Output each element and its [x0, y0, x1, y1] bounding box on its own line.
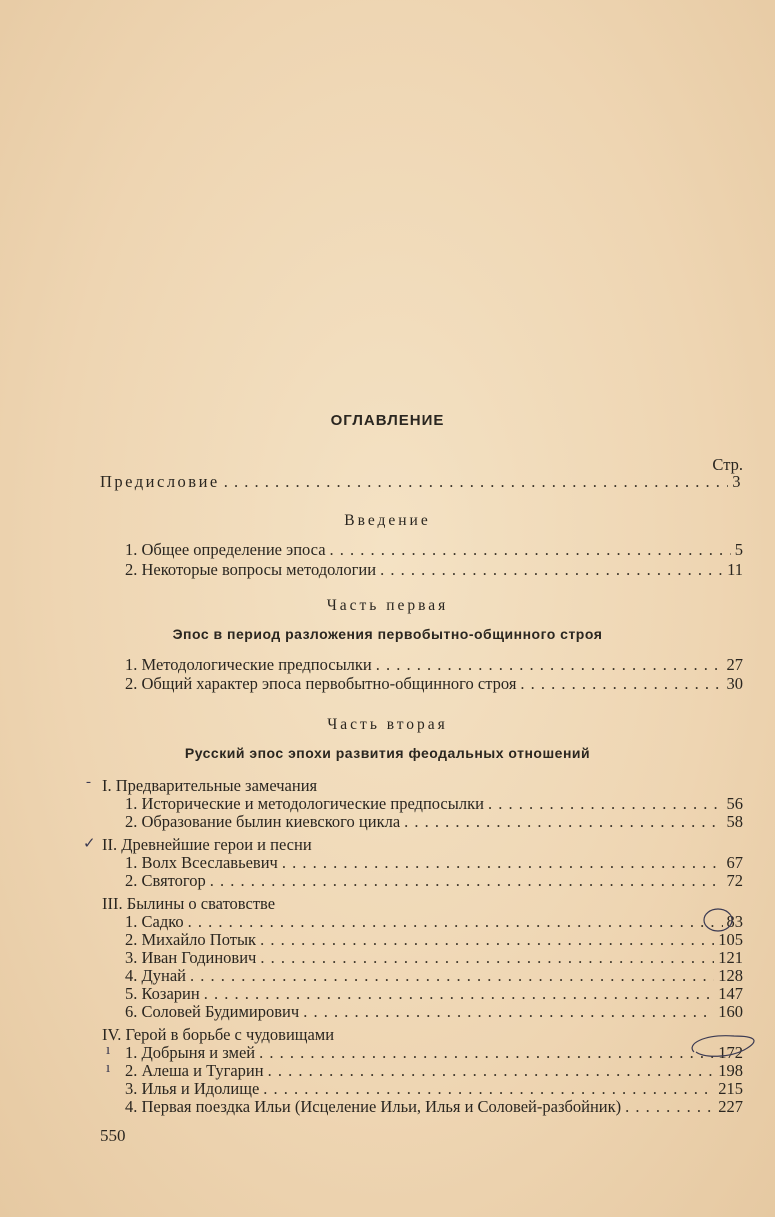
leader-dots [282, 853, 723, 873]
toc-entry-label: 2. Святогор [125, 871, 206, 890]
section-title [102, 894, 279, 914]
section-title-label: I. Предварительные замечания [102, 776, 318, 795]
toc-entry-page: 128 [718, 966, 743, 985]
toc-entry [125, 560, 743, 580]
pencil-mark-icon: ı [106, 1060, 111, 1076]
toc-entry [125, 794, 743, 814]
toc-entry-label: 1. Садко [125, 912, 184, 931]
toc-entry [125, 1002, 743, 1022]
section-title [102, 835, 316, 855]
toc-entry [125, 1079, 743, 1099]
leader-dots [188, 912, 723, 932]
toc-entry-label: 1. Волх Всеславьевич [125, 853, 278, 872]
leader-dots [488, 794, 723, 814]
circle-annotation-icon [684, 1026, 764, 1066]
intro-heading: Введение [344, 512, 431, 529]
toc-entry-label: 2. Михайло Потык [125, 930, 257, 949]
toc-entry-label: 1. Исторические и методологические предпосылки [125, 794, 484, 813]
toc-entry-page: 160 [718, 1002, 743, 1021]
toc-entry [125, 674, 743, 694]
part2-subtitle: Русский эпос эпохи развития феодальных отношений [184, 745, 591, 761]
section-title [102, 776, 321, 796]
leader-dots [204, 984, 715, 1004]
leader-dots [303, 1002, 714, 1022]
toc-entry [125, 966, 743, 986]
toc-entry [125, 930, 743, 950]
toc-entry-page: 30 [726, 674, 743, 693]
toc-entry-page: 227 [718, 1097, 743, 1116]
toc-entry-label: 6. Соловей Будимирович [125, 1002, 300, 1021]
toc-entry-page: 3 [732, 472, 743, 491]
toc-entry-label: 5. Козарин [125, 984, 200, 1003]
toc-entry-page: 83 [726, 912, 743, 931]
leader-dots [330, 540, 731, 560]
leader-dots [380, 560, 723, 580]
toc-entry-preface [100, 472, 743, 492]
toc-entry-page: 172 [718, 1043, 743, 1062]
leader-dots [625, 1097, 714, 1117]
toc-entry-page: 27 [726, 655, 743, 674]
leader-dots [404, 812, 722, 832]
toc-entry-page: 147 [718, 984, 743, 1003]
toc-entry [125, 1061, 743, 1081]
toc-entry-page: 105 [718, 930, 743, 949]
part1-subtitle: Эпос в период разложения первобытно-общинного строя [172, 626, 603, 642]
pencil-mark-icon: - [86, 774, 91, 790]
toc-entry [125, 912, 743, 932]
toc-entry-label: 2. Некоторые вопросы методологии [125, 560, 377, 579]
toc-entry-label: 1. Методологические предпосылки [125, 655, 372, 674]
toc-entry [125, 1097, 743, 1117]
leader-dots [224, 472, 729, 492]
circle-annotation-icon [696, 902, 748, 942]
part2-heading: Часть вторая [327, 716, 448, 733]
toc-entry [125, 853, 743, 873]
toc-entry-page: 215 [718, 1079, 743, 1098]
toc-entry-label: 1. Добрыня и змей [125, 1043, 256, 1062]
toc-entry-page: 72 [726, 871, 743, 890]
toc-entry [125, 812, 743, 832]
toc-entry-page: 121 [718, 948, 743, 967]
leader-dots [260, 930, 714, 950]
leader-dots [190, 966, 714, 986]
section-title-label: II. Древнейшие герои и песни [102, 835, 312, 854]
part1-heading: Часть первая [326, 597, 449, 614]
toc-entry [125, 984, 743, 1004]
toc-entry [125, 540, 743, 560]
toc-entry-label: 2. Алеша и Тугарин [125, 1061, 264, 1080]
leader-dots [520, 674, 722, 694]
section-title [102, 1025, 338, 1045]
toc-entry [125, 1043, 743, 1063]
toc-entry-page: 5 [734, 540, 743, 559]
toc-entry-page: 11 [727, 560, 743, 579]
toc-entry-page: 58 [726, 812, 743, 831]
pencil-mark-icon: ı [106, 1042, 111, 1058]
section-title-label: IV. Герой в борьбе с чудовищами [102, 1025, 335, 1044]
toc-entry-page: 198 [718, 1061, 743, 1080]
toc-entry-label: 1. Общее определение эпоса [125, 540, 326, 559]
check-mark-icon: ✓ [83, 836, 96, 852]
toc-entry [125, 948, 743, 968]
section-title-label: III. Былины о сватовстве [102, 894, 276, 913]
toc-entry-label: 4. Дунай [125, 966, 186, 985]
page-column-label: Стр. [712, 455, 743, 474]
leader-dots [260, 948, 714, 968]
leader-dots [376, 655, 723, 675]
toc-entry [125, 655, 743, 675]
leader-dots [210, 871, 723, 891]
page-title: ОГЛАВЛЕНИЕ [330, 412, 445, 429]
toc-entry-label: 3. Илья и Идолище [125, 1079, 260, 1098]
leader-dots [259, 1043, 714, 1063]
toc-entry-label: 2. Общий характер эпоса первобытно-общинного строя [125, 674, 517, 693]
toc-entry-label: 3. Иван Годинович [125, 948, 257, 967]
leader-dots [263, 1079, 714, 1099]
leader-dots [268, 1061, 715, 1081]
toc-entry [125, 871, 743, 891]
toc-entry-label: 2. Образование былин киевского цикла [125, 812, 401, 831]
toc-entry-label: Предисловие [100, 472, 220, 491]
toc-entry-page: 67 [726, 853, 743, 872]
toc-entry-label: 4. Первая поездка Ильи (Исцеление Ильи, Илья и Соловей-разбойник) [125, 1097, 622, 1116]
toc-entry-page: 56 [726, 794, 743, 813]
page-number: 550 [100, 1126, 126, 1145]
